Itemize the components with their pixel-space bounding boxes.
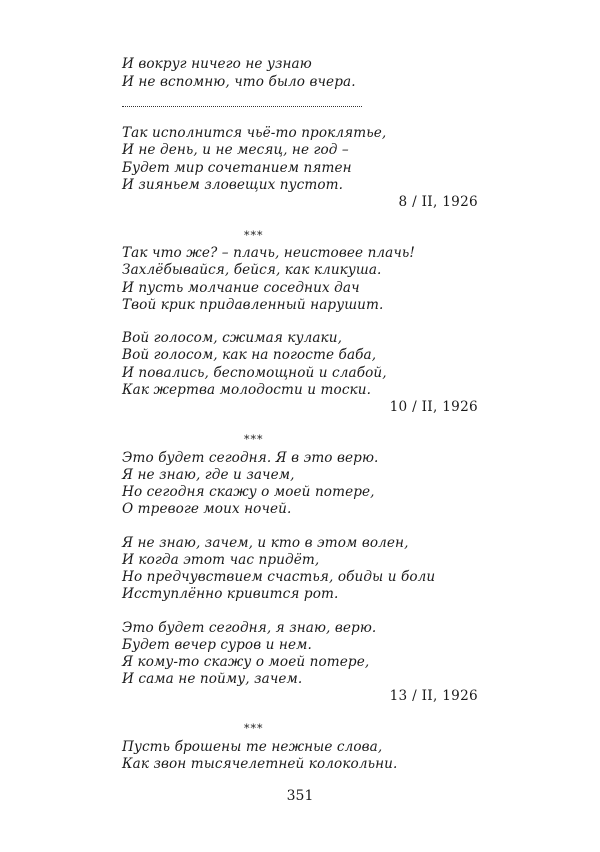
poem-line: И зияньем зловещих пустот. [122, 177, 344, 193]
poem-line: Будет мир сочетанием пятен [122, 160, 352, 176]
poem-line: И сама не пойму, зачем. [122, 671, 303, 687]
poem-line: Захлёбывайся, бейся, как кликуша. [122, 262, 382, 278]
poem-line: Но предчувствием счастья, обиды и боли [122, 569, 436, 585]
poem-line: И не вспомню, что было вчера. [122, 74, 356, 90]
poem-line: Так что же? – плачь, неистовее плачь! [122, 245, 415, 261]
poem-line: О тревоге моих ночей. [122, 501, 292, 517]
poem-line: Как жертва молодости и тоски. [122, 382, 372, 398]
poem-line: Я не знаю, зачем, и кто в этом волен, [122, 535, 409, 551]
poem-line: Исступлённо кривится рот. [122, 586, 339, 602]
poem-line: Вой голосом, как на погосте баба, [122, 347, 377, 363]
poem-line: И повались, беспомощной и слабой, [122, 365, 387, 381]
section-separator: *** [244, 229, 264, 242]
page-number: 351 [286, 788, 314, 804]
poem-line: И вокруг ничего не узнаю [122, 56, 312, 72]
poem-line: Вой голосом, сжимая кулаки, [122, 330, 343, 346]
poem-date: 13 / II, 1926 [389, 688, 478, 704]
poem-line: Я не знаю, где и зачем, [122, 467, 295, 483]
ellipsis-line [122, 106, 362, 107]
poem-line: Пусть брошены те нежные слова, [122, 739, 383, 755]
poem-line: Так исполнится чьё-то проклятье, [122, 125, 387, 141]
poem-line: Я кому-то скажу о моей потере, [122, 654, 370, 670]
poem-line: И не день, и не месяц, не год – [122, 142, 349, 158]
section-separator: *** [244, 722, 264, 735]
poem-line: И пусть молчание соседних дач [122, 280, 360, 296]
poem-line: Будет вечер суров и нем. [122, 637, 312, 653]
poem-line: Твой крик придавленный нарушит. [122, 297, 384, 313]
poem-date: 10 / II, 1926 [389, 399, 478, 415]
poem-line: Это будет сегодня. Я в это верю. [122, 450, 379, 466]
poem-date: 8 / II, 1926 [398, 194, 478, 210]
poem-line: Как звон тысячелетней колокольни. [122, 756, 398, 772]
section-separator: *** [244, 433, 264, 446]
poem-line: Это будет сегодня, я знаю, верю. [122, 620, 377, 636]
poem-line: Но сегодня скажу о моей потере, [122, 484, 375, 500]
poem-line: И когда этот час придёт, [122, 552, 320, 568]
